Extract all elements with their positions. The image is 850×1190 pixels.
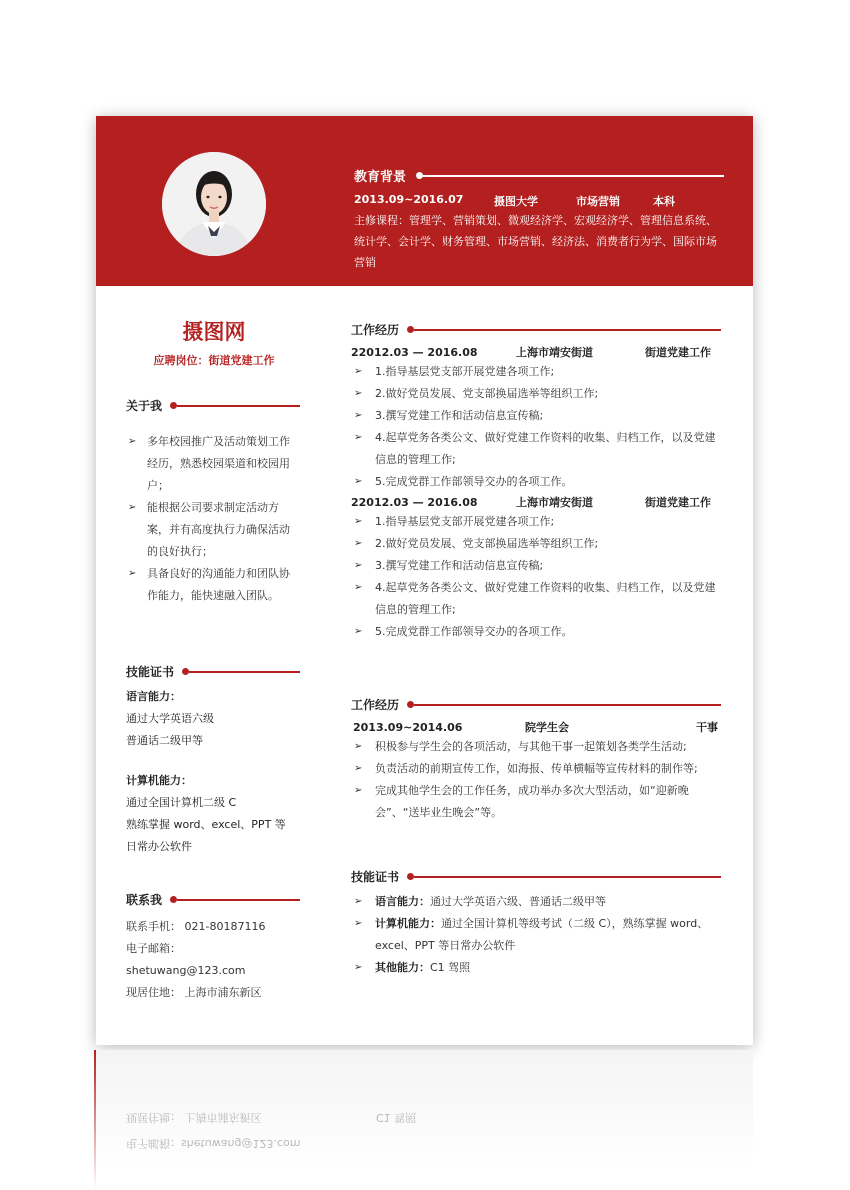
contact-title-text: 联系我 <box>126 893 163 907</box>
skill-text: 通过全国计算机等级考试（二级 C），熟练掌握 word、excel、PPT 等日常办公软件 <box>375 917 709 952</box>
skill-text: 通过大学英语六级、普通话二级甲等 <box>430 895 606 908</box>
job-item-text: 3.撰写党建工作和活动信息宣传稿; <box>375 559 544 572</box>
student-union-section <box>351 696 721 824</box>
title-divider <box>414 876 721 878</box>
reflection-text: 现居住地： 上海市浦东新区 <box>126 1111 262 1124</box>
job-item-text: 5.完成党群工作部领导交办的各项工作。 <box>375 625 573 638</box>
list-item <box>351 758 721 780</box>
list-item <box>351 471 721 493</box>
left-skills-title-text: 技能证书 <box>126 665 175 679</box>
education-courses: 主修课程：管理学、营销策划、微观经济学、宏观经济学、管理信息系统、统计学、会计学、财务管理、市场营销、经济法、消费者行为学、国际市场营销 <box>354 214 717 269</box>
right-skills-title <box>351 868 721 885</box>
title-divider <box>423 175 724 177</box>
reflection-edge <box>94 1050 96 1190</box>
list-item <box>351 427 721 471</box>
title-dot-icon <box>407 873 414 880</box>
arrow-bullet-icon: ➢ <box>354 626 363 637</box>
job-item-text: 负责活动的前期宣传工作，如海报、传单横幅等宣传材料的制作等; <box>375 762 698 775</box>
education-period: 2013.09~2016.07 <box>354 193 464 206</box>
job-item-text: 积极参与学生会的各项活动，与其他干事一起策划各类学生活动; <box>375 740 687 753</box>
title-dot-icon <box>416 172 423 179</box>
arrow-bullet-icon: ➢ <box>354 366 363 377</box>
arrow-bullet-icon: ➢ <box>354 538 363 549</box>
job-item-text: 2.做好党员发展、党支部换届选举等组织工作; <box>375 537 599 550</box>
about-title-text: 关于我 <box>126 399 163 413</box>
list-item <box>351 383 721 405</box>
arrow-bullet-icon: ➢ <box>354 896 363 907</box>
job-org: 上海市靖安街道 <box>516 496 593 509</box>
arrow-bullet-icon: ➢ <box>354 432 363 443</box>
skill-label: 计算机能力： <box>375 917 441 930</box>
title-dot-icon <box>170 896 177 903</box>
contact-title <box>126 891 300 908</box>
title-dot-icon <box>407 701 414 708</box>
arrow-bullet-icon: ➢ <box>354 476 363 487</box>
language-item: 普通话二级甲等 <box>126 734 203 747</box>
education-degree: 本科 <box>653 195 675 208</box>
job-header <box>351 720 721 736</box>
language-item: 通过大学英语六级 <box>126 712 214 725</box>
skill-text: C1 驾照 <box>430 961 471 974</box>
job-item-text: 完成其他学生会的工作任务，成功举办多次大型活动，如“迎新晚会”、“送毕业生晚会”等。 <box>375 784 689 819</box>
job-role: 街道党建工作 <box>645 346 711 359</box>
education-section <box>354 166 724 273</box>
skill-label: 其他能力： <box>375 961 430 974</box>
list-item <box>351 891 721 913</box>
job-period: 22012.03 — 2016.08 <box>351 496 478 509</box>
list-item <box>126 497 300 563</box>
arrow-bullet-icon: ➢ <box>128 568 137 579</box>
contact-phone: 联系手机： 021-80187116 <box>126 920 266 933</box>
computer-item: 通过全国计算机二级 C <box>126 796 237 809</box>
language-label: 语言能力： <box>126 690 181 703</box>
arrow-bullet-icon: ➢ <box>354 516 363 527</box>
job-header <box>351 495 721 511</box>
arrow-bullet-icon: ➢ <box>128 502 137 513</box>
title-divider <box>414 329 721 331</box>
applied-position: 应聘岗位：街道党建工作 <box>153 354 275 367</box>
title-dot-icon <box>170 402 177 409</box>
arrow-bullet-icon: ➢ <box>354 962 363 973</box>
job-header <box>351 345 721 361</box>
contact-section <box>126 891 300 1004</box>
list-item <box>351 621 721 643</box>
profile-photo <box>162 152 266 256</box>
computer-item: 熟练掌握 word、excel、PPT 等 <box>126 818 286 831</box>
about-item-text: 具备良好的沟通能力和团队协作能力，能快速融入团队。 <box>147 567 290 602</box>
header-banner <box>96 116 753 286</box>
work-experience-section <box>351 321 721 643</box>
title-divider <box>177 405 300 407</box>
job-org: 院学生会 <box>525 721 569 734</box>
title-dot-icon <box>407 326 414 333</box>
arrow-bullet-icon: ➢ <box>354 560 363 571</box>
job-role: 干事 <box>696 721 718 734</box>
education-title-text: 教育背景 <box>354 170 407 185</box>
list-item <box>351 405 721 427</box>
job-role: 街道党建工作 <box>645 496 711 509</box>
work-title-text: 工作经历 <box>351 698 400 712</box>
about-item-text: 多年校园推广及活动策划工作经历，熟悉校园渠道和校园用户； <box>147 435 290 492</box>
candidate-name: 摄图网 <box>182 320 246 344</box>
arrow-bullet-icon: ➢ <box>354 388 363 399</box>
work-title <box>351 696 721 713</box>
title-divider <box>177 899 300 901</box>
list-item <box>351 577 721 621</box>
about-item-text: 能根据公司要求制定活动方案，并有高度执行力确保活动的良好执行； <box>147 501 290 558</box>
job-item-text: 4.起草党务各类公文、做好党建工作资料的收集、归档工作，以及党建信息的管理工作; <box>375 431 716 466</box>
job-item-text: 2.做好党员发展、党支部换届选举等组织工作; <box>375 387 599 400</box>
about-section <box>126 397 300 607</box>
arrow-bullet-icon: ➢ <box>354 785 363 796</box>
about-title <box>126 397 300 414</box>
right-skills-section <box>351 868 721 979</box>
list-item <box>351 913 721 957</box>
arrow-bullet-icon: ➢ <box>354 918 363 929</box>
list-item <box>351 555 721 577</box>
list-item <box>351 511 721 533</box>
job-item-text: 4.起草党务各类公文、做好党建工作资料的收集、归档工作，以及党建信息的管理工作; <box>375 581 716 616</box>
arrow-bullet-icon: ➢ <box>354 763 363 774</box>
list-item <box>351 957 721 979</box>
arrow-bullet-icon: ➢ <box>128 436 137 447</box>
computer-label: 计算机能力： <box>126 774 192 787</box>
education-school: 摄图大学 <box>494 195 538 208</box>
job-period: 2013.09~2014.06 <box>353 721 463 734</box>
list-item <box>351 736 721 758</box>
job-item-text: 1.指导基层党支部开展党建各项工作; <box>375 365 555 378</box>
education-title <box>354 166 724 185</box>
right-skills-title-text: 技能证书 <box>351 870 400 884</box>
left-skills-section <box>126 663 300 858</box>
education-major: 市场营销 <box>576 195 620 208</box>
arrow-bullet-icon: ➢ <box>354 582 363 593</box>
education-row <box>354 193 724 209</box>
list-item <box>351 780 721 824</box>
title-dot-icon <box>182 668 189 675</box>
list-item <box>126 563 300 607</box>
title-divider <box>414 704 721 706</box>
job-item-text: 5.完成党群工作部领导交办的各项工作。 <box>375 475 573 488</box>
job-org: 上海市靖安街道 <box>516 346 593 359</box>
arrow-bullet-icon: ➢ <box>354 741 363 752</box>
title-divider <box>189 671 300 673</box>
left-skills-title <box>126 663 300 680</box>
arrow-bullet-icon: ➢ <box>354 410 363 421</box>
list-item <box>351 533 721 555</box>
work-title-text: 工作经历 <box>351 323 400 337</box>
reflection-text: 电子邮箱：shetuwang@123.com <box>126 1137 301 1150</box>
list-item <box>351 361 721 383</box>
reflection-text: C1 驾照 <box>376 1111 417 1124</box>
computer-item: 日常办公软件 <box>126 840 192 853</box>
job-item-text: 1.指导基层党支部开展党建各项工作; <box>375 515 555 528</box>
work-title <box>351 321 721 338</box>
job-item-text: 3.撰写党建工作和活动信息宣传稿; <box>375 409 544 422</box>
contact-address: 现居住地： 上海市浦东新区 <box>126 986 262 999</box>
contact-email: 电子邮箱：shetuwang@123.com <box>126 942 246 977</box>
list-item <box>126 431 300 497</box>
skill-label: 语言能力： <box>375 895 430 908</box>
job-period: 22012.03 — 2016.08 <box>351 346 478 359</box>
resume-page <box>96 116 753 1045</box>
